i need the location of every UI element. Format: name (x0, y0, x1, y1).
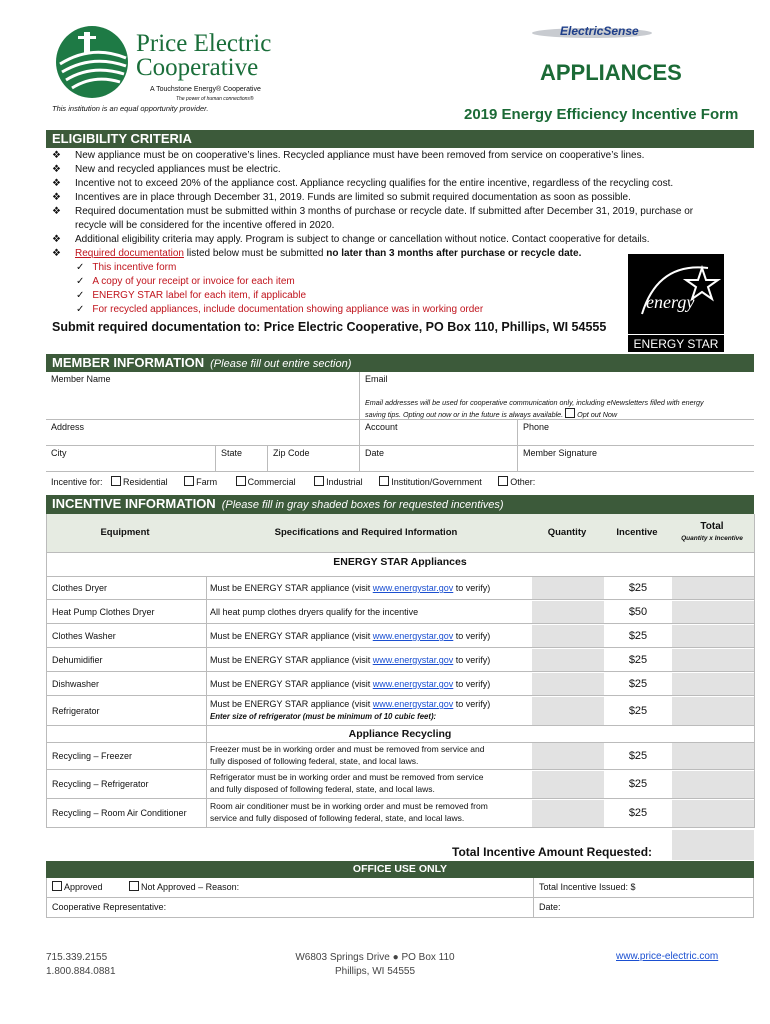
quantity-input[interactable] (532, 743, 604, 769)
col-equipment: Equipment (100, 527, 150, 538)
required-doc-item: ✓ For recycled appliances, include documentation showing appliance was in working order (76, 304, 484, 315)
total-input[interactable] (672, 743, 754, 769)
required-doc-item: ✓ A copy of your receipt or invoice for each item (76, 276, 295, 287)
phone-field[interactable]: Phone (518, 420, 754, 446)
farm-option[interactable]: Farm (184, 477, 217, 487)
checkbox-icon[interactable] (184, 476, 194, 486)
recycling-rows (0, 742, 770, 828)
state-field[interactable]: State (216, 446, 268, 472)
col-incentive: Incentive (616, 527, 658, 538)
submit-instructions: Submit required documentation to: Price Electric Cooperative, PO Box 110, Phillips, WI 54555 (52, 320, 607, 334)
checkmark-icon: ✓ (76, 290, 85, 301)
checkbox-icon[interactable] (379, 476, 389, 486)
energy-star-logo: energy ENERGY STAR (628, 254, 724, 352)
email-note: Email addresses will be used for cooperative communication only, including eNewsletters filled with energy saving tips. Opting out now or in the future is always available. Opt out Now (365, 398, 704, 419)
form-subtitle: 2019 Energy Efficiency Incentive Form (464, 106, 739, 123)
group-energy-star: ENERGY STAR Appliances (333, 556, 467, 568)
eligibility-heading: ELIGIBILITY CRITERIA (46, 130, 754, 148)
signature-field[interactable]: Member Signature (518, 446, 754, 472)
table-row: Heat Pump Clothes Dryer All heat pump clothes dryers qualify for the incentive $50 (46, 600, 754, 624)
org-name-line2: Cooperative (136, 54, 259, 81)
date-field[interactable]: Date (360, 446, 518, 472)
not-approved-option[interactable]: Not Approved – Reason: (129, 882, 239, 892)
table-row: Recycling – Refrigerator Refrigerator must be in working order and must be removed from service and fully disposed of following federal, state, and local laws. $25 (46, 770, 754, 799)
org-name-line1: Price Electric (136, 30, 272, 57)
total-input[interactable] (672, 577, 754, 599)
office-grid (46, 878, 754, 918)
total-input[interactable] (672, 697, 754, 725)
approved-option[interactable]: Approved (52, 882, 103, 892)
commercial-option[interactable]: Commercial (236, 477, 296, 487)
email-field[interactable]: Email Email addresses will be used for cooperative communication only, including eNewsletters filled with energy saving tips. Opting out now or in the future is always available. Opt out Now (360, 372, 754, 420)
zip-field[interactable]: Zip Code (268, 446, 360, 472)
member-info-heading: MEMBER INFORMATION (Please fill out entire section) (46, 354, 754, 372)
quantity-input[interactable] (532, 800, 604, 827)
residential-option[interactable]: Residential (111, 477, 168, 487)
incentive-info-heading: INCENTIVE INFORMATION (Please fill in gray shaded boxes for requested incentives) (46, 495, 754, 514)
table-row: Clothes Dryer Must be ENERGY STAR appliance (visit www.energystar.gov to verify) $25 (46, 576, 754, 600)
industrial-option[interactable]: Industrial (314, 477, 363, 487)
checkbox-icon[interactable] (111, 476, 121, 486)
quantity-input[interactable] (532, 649, 604, 671)
energystar-link[interactable]: www.energystar.gov (372, 583, 454, 593)
col-quantity: Quantity (547, 527, 587, 538)
checkmark-icon: ✓ (76, 304, 85, 315)
col-specs: Specifications and Required Information (274, 527, 458, 538)
checkbox-icon[interactable] (236, 476, 246, 486)
incentive-for-row: Incentive for: Residential Farm Commercial Industrial Institution/Government Other: (51, 477, 536, 487)
electricsense-brand: ElectricSense (532, 22, 652, 42)
total-input[interactable] (672, 625, 754, 647)
eeo-statement: This institution is an equal opportunity provider. (52, 104, 209, 113)
footer-website-link[interactable]: www.price-electric.com (616, 951, 719, 962)
required-doc-item: ✓ ENERGY STAR label for each item, if applicable (76, 290, 307, 301)
total-input[interactable] (672, 649, 754, 671)
table-row: Dishwasher Must be ENERGY STAR appliance (visit www.energystar.gov to verify) $25 (46, 672, 754, 696)
col-total: Total (700, 521, 724, 532)
quantity-input[interactable] (532, 601, 604, 623)
energystar-link[interactable]: www.energystar.gov (372, 631, 454, 641)
total-input[interactable] (672, 601, 754, 623)
required-documentation-link[interactable]: Required documentation (75, 248, 184, 259)
account-field[interactable]: Account (360, 420, 518, 446)
checkbox-icon[interactable] (129, 881, 139, 891)
footer-address: W6803 Springs Drive ● PO Box 110 Phillips, WI 54555 (295, 952, 455, 977)
checkmark-icon: ✓ (76, 276, 85, 287)
logo-globe-icon (54, 24, 130, 100)
institution-option[interactable]: Institution/Government (379, 477, 482, 487)
form-title: APPLIANCES (540, 60, 682, 85)
table-row: Recycling – Freezer Freezer must be in working order and must be removed from service and fully disposed of following federal, state, and local laws. $25 (46, 742, 754, 770)
touchstone-text: A Touchstone Energy® Cooperative (150, 86, 261, 93)
checkmark-icon: ✓ (76, 262, 85, 273)
total-issued-field[interactable]: Total Incentive Issued: $ (534, 878, 753, 898)
approval-cell (47, 878, 534, 898)
city-field[interactable]: City (46, 446, 216, 472)
table-row: Dehumidifier Must be ENERGY STAR appliance (visit www.energystar.gov to verify) $25 (46, 648, 754, 672)
quantity-input[interactable] (532, 771, 604, 798)
total-input[interactable] (672, 771, 754, 798)
table-row: Refrigerator Must be ENERGY STAR appliance (visit www.energystar.gov to verify) Enter size of refrigerator (must be minimum of 10 cubic feet): $25 (46, 696, 754, 726)
quantity-input[interactable] (532, 673, 604, 695)
footer-phone-2: 1.800.884.0881 (46, 966, 116, 977)
footer-phone-1: 715.339.2155 (46, 952, 108, 963)
table-row: Clothes Washer Must be ENERGY STAR appliance (visit www.energystar.gov to verify) $25 (46, 624, 754, 648)
representative-field[interactable]: Cooperative Representative: (47, 898, 534, 918)
energystar-link[interactable]: www.energystar.gov (372, 679, 454, 689)
office-use-heading: OFFICE USE ONLY (46, 861, 754, 878)
other-option[interactable]: Other: (498, 477, 535, 487)
office-date-field[interactable]: Date: (534, 898, 753, 918)
total-input[interactable] (672, 673, 754, 695)
table-row: Recycling – Room Air Conditioner Room air conditioner must be in working order and must be removed from service and fully disposed of following federal, state, and local laws. $25 (46, 799, 754, 828)
member-info-grid (46, 372, 754, 492)
quantity-input[interactable] (532, 697, 604, 725)
opt-out-checkbox[interactable] (565, 408, 575, 418)
required-doc-item: ✓ This incentive form (76, 262, 177, 273)
footer-phones (46, 951, 116, 979)
quantity-input[interactable] (532, 625, 604, 647)
refrigerator-size-note: Enter size of refrigerator (must be minimum of 10 cubic feet): (210, 712, 437, 721)
checkbox-icon[interactable] (498, 476, 508, 486)
incentive-table-header (46, 514, 754, 553)
energystar-link[interactable]: www.energystar.gov (372, 655, 454, 665)
col-total-sub: Quantity x Incentive (681, 535, 743, 542)
checkbox-icon[interactable] (52, 881, 62, 891)
touchstone-tagline: The power of human connections® (176, 96, 254, 102)
quantity-input[interactable] (532, 577, 604, 599)
logo (54, 24, 294, 104)
checkbox-icon[interactable] (314, 476, 324, 486)
energystar-link[interactable]: www.energystar.gov (372, 699, 454, 709)
address-field[interactable]: Address (46, 420, 360, 446)
total-requested-input[interactable] (672, 830, 754, 860)
member-name-field[interactable]: Member Name (46, 372, 360, 420)
total-requested-label: Total Incentive Amount Requested: (452, 845, 653, 859)
group-recycling: Appliance Recycling (348, 728, 452, 740)
total-input[interactable] (672, 800, 754, 827)
energy-star-rows (0, 576, 770, 726)
